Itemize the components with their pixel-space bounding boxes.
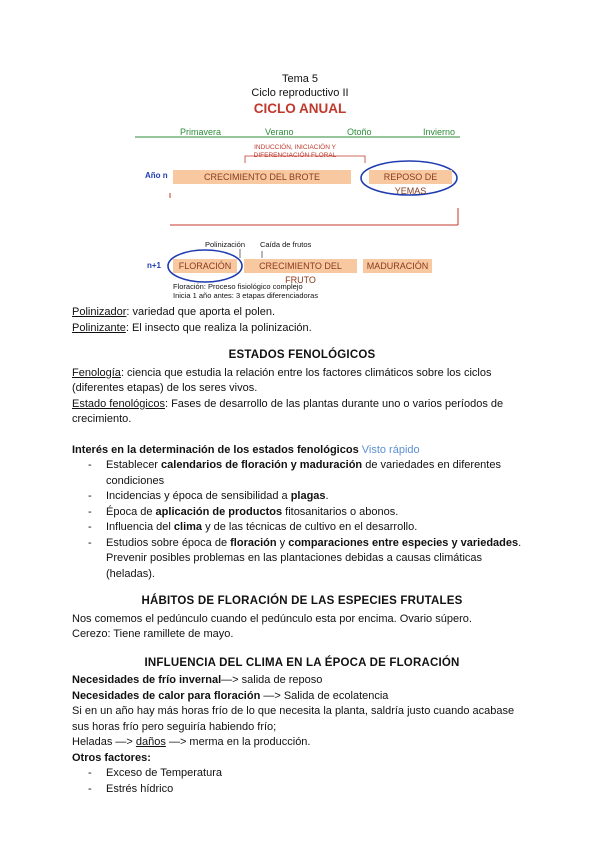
def-estado bbox=[72, 397, 532, 413]
visto-rapido-link[interactable]: Visto rápido bbox=[361, 443, 420, 456]
heladas-line: Heladas —> daños —> merma en la producción. bbox=[72, 736, 311, 748]
clima-line-4: sus horas frío pero seguiría habiendo frío; bbox=[72, 720, 277, 733]
box-floracion: FLORACIÓN bbox=[173, 259, 237, 273]
def-text: : variedad que aporta el polen. bbox=[126, 306, 276, 318]
def-polinizador bbox=[72, 305, 532, 321]
def-text: : Fases de desarrollo de las plantas durante uno o varios períodos de bbox=[164, 397, 504, 410]
polinizacion-label: Polinización bbox=[205, 240, 246, 249]
otros-factores: Otros factores: bbox=[72, 751, 151, 764]
year-n-label: Año n bbox=[145, 171, 168, 180]
interes-list bbox=[70, 458, 532, 582]
list-item: - Influencia del clima y de las técnicas de cultivo en el desarrollo. bbox=[70, 520, 532, 536]
section-heading-habitos: HÁBITOS DE FLORACIÓN DE LAS ESPECIES FRUTALES bbox=[141, 595, 463, 607]
induction-label: INDUCCIÓN, INICIACIÓN Y DIFERENCIACIÓN FLORAL bbox=[253, 144, 337, 159]
list-item: - Establecer calendarios de floración y maduración de variedades en diferentes condiciones bbox=[70, 458, 532, 489]
interes-heading bbox=[72, 443, 532, 459]
section-heading-clima: INFLUENCIA DEL CLIMA EN LA ÉPOCA DE FLORACIÓN bbox=[144, 656, 460, 669]
box-crecimiento-fruto: CRECIMIENTO DEL FRUTO bbox=[244, 259, 357, 273]
tema-label: Tema 5 bbox=[281, 73, 319, 85]
box-reposo-yemas: REPOSO DE YEMAS bbox=[369, 170, 452, 184]
list-item: - Época de aplicación de productos fitosanitarios o abonos. bbox=[70, 505, 532, 521]
def-text-cont: crecimiento. bbox=[72, 413, 132, 425]
season-invierno: Invierno bbox=[423, 127, 456, 137]
def-text-cont: (diferentes etapas) de los seres vivos. bbox=[72, 382, 258, 394]
term: Estado fenológicos bbox=[72, 397, 165, 410]
interes-title: Interés en la determinación de los estados fenológicos bbox=[72, 443, 359, 456]
list-item: - Exceso de Temperatura bbox=[70, 766, 532, 782]
box-crecimiento-brote: CRECIMIENTO DEL BROTE bbox=[173, 170, 351, 184]
otros-list bbox=[70, 766, 532, 797]
term: Fenología bbox=[72, 366, 121, 379]
def-text: : ciencia que estudia la relación entre los factores climáticos sobre los ciclos bbox=[120, 366, 492, 379]
calor-line: Necesidades de calor para floración —> Salida de ecolatencia bbox=[72, 689, 389, 702]
season-verano: Verano bbox=[265, 127, 294, 137]
section-heading-estados: ESTADOS FENOLÓGICOS bbox=[228, 349, 376, 361]
floracion-note-1: Floración: Proceso fisiológico complejo bbox=[173, 282, 303, 291]
habitos-line-2: Cerezo: Tiene ramillete de mayo. bbox=[72, 628, 234, 640]
def-text: : El insecto que realiza la polinización. bbox=[125, 321, 312, 334]
list-item: - Incidencias y época de sensibilidad a plagas. bbox=[70, 489, 532, 505]
subtitle: Ciclo reproductivo II bbox=[251, 87, 349, 99]
box-maduracion: MADURACIÓN bbox=[363, 259, 432, 273]
document-body bbox=[72, 305, 532, 797]
floracion-note-2: Inicia 1 año antes: 3 etapas diferenciadoras bbox=[173, 291, 319, 300]
season-otono: Otoño bbox=[347, 127, 372, 137]
list-item: - Estudios sobre época de floración y comparaciones entre especies y variedades. Prevenir posibles problemas en las plantaciones debidas a causas climáticas (heladas). bbox=[70, 536, 532, 583]
frio-line: Necesidades de frío invernal—> salida de reposo bbox=[72, 674, 323, 686]
term: Polinizador bbox=[72, 306, 127, 318]
annual-cycle-diagram bbox=[0, 120, 600, 305]
def-fenologia bbox=[72, 366, 532, 382]
def-polinizante bbox=[72, 321, 532, 337]
habitos-line-1: Nos comemos el pedúnculo cuando el pedúnculo esta por encima. Ovario súpero. bbox=[72, 612, 472, 625]
season-primavera: Primavera bbox=[180, 127, 222, 137]
year-n1-label: n+1 bbox=[147, 261, 162, 270]
list-item: - Estrés hídrico bbox=[70, 782, 532, 798]
clima-line-3: Si en un año hay más horas frío de lo que necesita la planta, saldría justo cuando acabase bbox=[72, 705, 515, 717]
caida-label: Caída de frutos bbox=[260, 240, 312, 249]
term: Polinizante bbox=[72, 321, 126, 334]
page-title: CICLO ANUAL bbox=[253, 101, 347, 116]
